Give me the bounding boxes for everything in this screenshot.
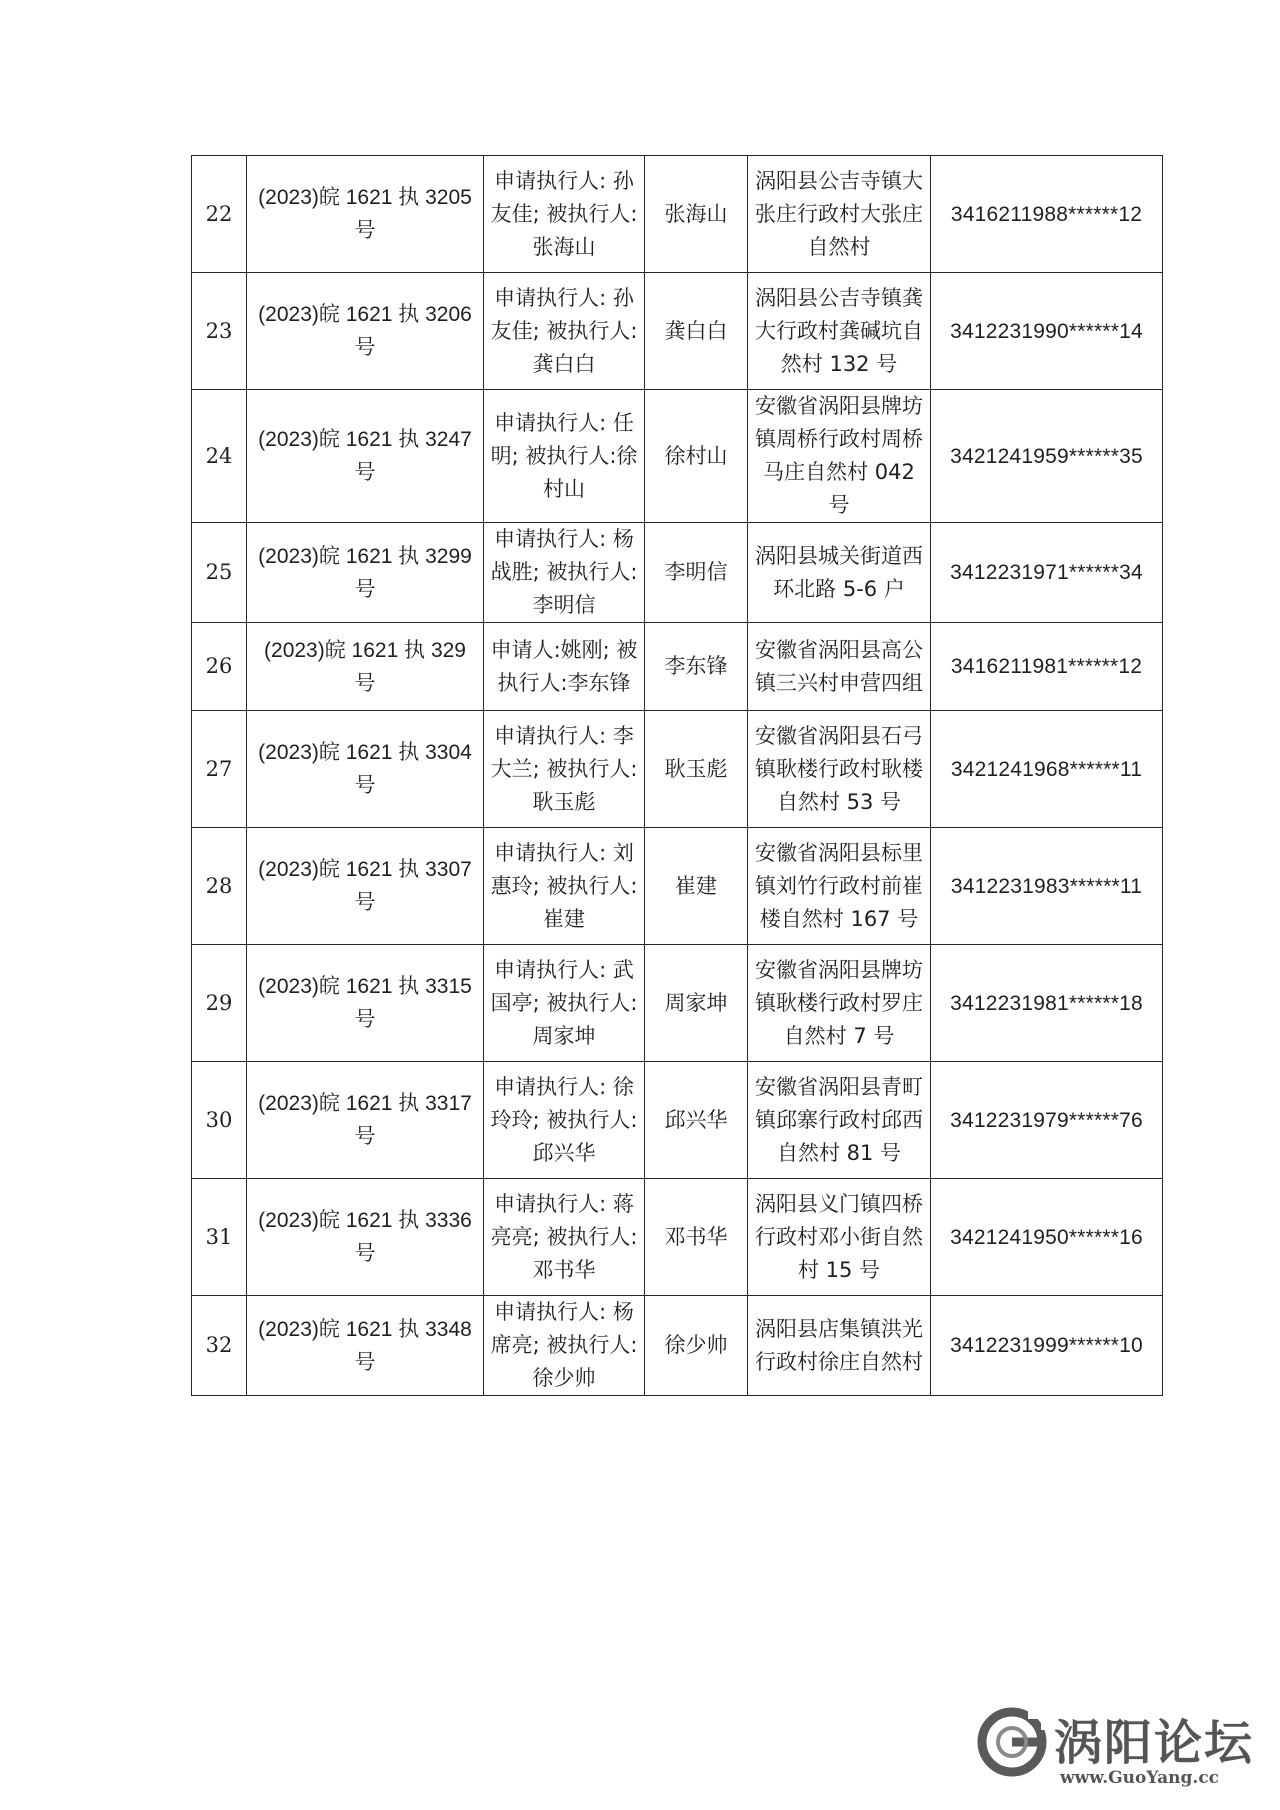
case-number: (2023)皖 1621 执 3299 号 — [247, 523, 484, 623]
table-row — [192, 1296, 1163, 1396]
id-number: 3421241959******35 — [931, 390, 1163, 523]
person-address: 安徽省涡阳县牌坊镇耿楼行政村罗庄自然村 7 号 — [748, 945, 931, 1062]
id-number: 3421241950******16 — [931, 1179, 1163, 1296]
id-number: 3412231990******14 — [931, 273, 1163, 390]
table-row — [192, 156, 1163, 273]
row-index: 25 — [192, 523, 247, 623]
row-index: 30 — [192, 1062, 247, 1179]
person-name: 李明信 — [645, 523, 748, 623]
case-parties: 申请执行人: 杨战胜; 被执行人:李明信 — [484, 523, 645, 623]
table-row — [192, 828, 1163, 945]
person-address: 安徽省涡阳县高公镇三兴村申营四组 — [748, 623, 931, 711]
case-number: (2023)皖 1621 执 3336 号 — [247, 1179, 484, 1296]
row-index: 29 — [192, 945, 247, 1062]
person-address: 涡阳县义门镇四桥行政村邓小街自然村 15 号 — [748, 1179, 931, 1296]
person-name: 崔建 — [645, 828, 748, 945]
table-row — [192, 1062, 1163, 1179]
case-number: (2023)皖 1621 执 3205 号 — [247, 156, 484, 273]
id-number: 3416211988******12 — [931, 156, 1163, 273]
table-row — [192, 390, 1163, 523]
table-row — [192, 623, 1163, 711]
person-address: 安徽省涡阳县标里镇刘竹行政村前崔楼自然村 167 号 — [748, 828, 931, 945]
case-parties: 申请执行人: 蒋亮亮; 被执行人:邓书华 — [484, 1179, 645, 1296]
case-number: (2023)皖 1621 执 329 号 — [247, 623, 484, 711]
case-parties: 申请执行人: 杨席亮; 被执行人:徐少帅 — [484, 1296, 645, 1396]
person-name: 李东锋 — [645, 623, 748, 711]
records-table-body — [192, 156, 1163, 1396]
id-number: 3412231979******76 — [931, 1062, 1163, 1179]
table-row — [192, 1179, 1163, 1296]
person-address: 安徽省涡阳县牌坊镇周桥行政村周桥马庄自然村 042 号 — [748, 390, 931, 523]
row-index: 28 — [192, 828, 247, 945]
case-parties: 申请执行人: 孙友佳; 被执行人:张海山 — [484, 156, 645, 273]
table-row — [192, 523, 1163, 623]
person-name: 邱兴华 — [645, 1062, 748, 1179]
person-address: 涡阳县公吉寺镇龚大行政村龚碱坑自然村 132 号 — [748, 273, 931, 390]
site-watermark — [968, 1700, 1268, 1795]
id-number: 3412231999******10 — [931, 1296, 1163, 1396]
row-index: 31 — [192, 1179, 247, 1296]
case-number: (2023)皖 1621 执 3315 号 — [247, 945, 484, 1062]
person-name: 徐村山 — [645, 390, 748, 523]
person-address: 安徽省涡阳县石弓镇耿楼行政村耿楼自然村 53 号 — [748, 711, 931, 828]
case-number: (2023)皖 1621 执 3317 号 — [247, 1062, 484, 1179]
table-row — [192, 711, 1163, 828]
case-parties: 申请执行人: 刘惠玲; 被执行人:崔建 — [484, 828, 645, 945]
person-name: 邓书华 — [645, 1179, 748, 1296]
forum-logo-icon — [976, 1706, 1048, 1778]
id-number: 3412231971******34 — [931, 523, 1163, 623]
person-address: 涡阳县公吉寺镇大张庄行政村大张庄自然村 — [748, 156, 931, 273]
person-name: 周家坤 — [645, 945, 748, 1062]
table-row — [192, 273, 1163, 390]
case-parties: 申请执行人: 任明; 被执行人:徐村山 — [484, 390, 645, 523]
records-table — [191, 155, 1163, 1396]
row-index: 32 — [192, 1296, 247, 1396]
case-number: (2023)皖 1621 执 3307 号 — [247, 828, 484, 945]
case-parties: 申请人:姚刚; 被执行人:李东锋 — [484, 623, 645, 711]
id-number: 3421241968******11 — [931, 711, 1163, 828]
table-row — [192, 945, 1163, 1062]
case-number: (2023)皖 1621 执 3348 号 — [247, 1296, 484, 1396]
id-number: 3412231981******18 — [931, 945, 1163, 1062]
person-address: 涡阳县店集镇洪光行政村徐庄自然村 — [748, 1296, 931, 1396]
person-address: 安徽省涡阳县青町镇邱寨行政村邱西自然村 81 号 — [748, 1062, 931, 1179]
person-name: 龚白白 — [645, 273, 748, 390]
case-number: (2023)皖 1621 执 3304 号 — [247, 711, 484, 828]
id-number: 3416211981******12 — [931, 623, 1163, 711]
person-name: 徐少帅 — [645, 1296, 748, 1396]
person-name: 耿玉彪 — [645, 711, 748, 828]
row-index: 26 — [192, 623, 247, 711]
case-parties: 申请执行人: 孙友佳; 被执行人:龚白白 — [484, 273, 645, 390]
id-number: 3412231983******11 — [931, 828, 1163, 945]
case-parties: 申请执行人: 武国亭; 被执行人:周家坤 — [484, 945, 645, 1062]
row-index: 23 — [192, 273, 247, 390]
person-address: 涡阳县城关街道西环北路 5-6 户 — [748, 523, 931, 623]
row-index: 27 — [192, 711, 247, 828]
case-number: (2023)皖 1621 执 3206 号 — [247, 273, 484, 390]
watermark-url: www.GuoYang.cc — [1060, 1768, 1220, 1788]
case-number: (2023)皖 1621 执 3247 号 — [247, 390, 484, 523]
person-name: 张海山 — [645, 156, 748, 273]
row-index: 24 — [192, 390, 247, 523]
case-parties: 申请执行人: 徐玲玲; 被执行人:邱兴华 — [484, 1062, 645, 1179]
row-index: 22 — [192, 156, 247, 273]
case-parties: 申请执行人: 李大兰; 被执行人:耿玉彪 — [484, 711, 645, 828]
watermark-title: 涡阳论坛 — [1054, 1715, 1255, 1771]
